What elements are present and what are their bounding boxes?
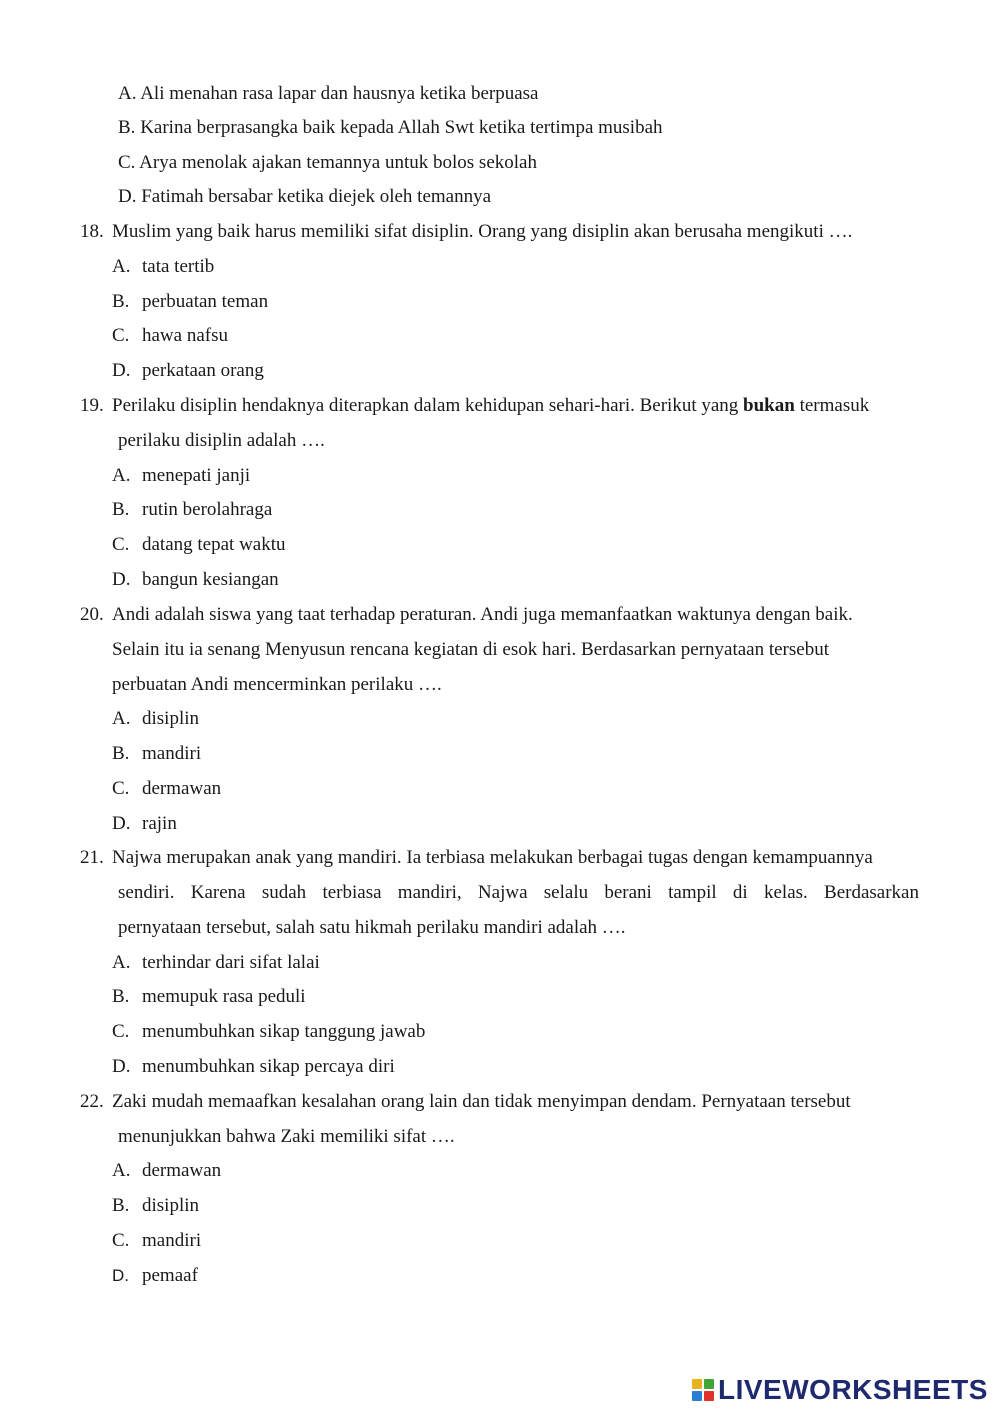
option-letter: C. [112,1021,130,1042]
emphasis-text: bukan [743,395,795,416]
question-text [112,394,869,418]
brand-name: LIVEWORKSHEETS [718,1374,988,1405]
option-letter: D. [112,569,131,590]
q22-option-a[interactable]: dermawan [142,1160,222,1181]
question-text: Najwa merupakan anak yang mandiri. Ia terbiasa melakukan berbagai tugas dengan kemampuannya [112,847,873,868]
option-letter: D. [112,1056,131,1077]
option-letter: A. [112,465,131,486]
q22-option-b[interactable]: disiplin [142,1195,200,1216]
q21-option-b[interactable]: memupuk rasa peduli [142,986,306,1007]
logo-tile [692,1379,702,1389]
q20-option-b[interactable]: mandiri [142,743,202,764]
question-text: Zaki mudah memaafkan kesalahan orang lain dan tidak menyimpan dendam. Pernyataan tersebut [112,1091,851,1112]
option-text: Ali menahan rasa lapar dan hausnya ketika berpuasa [140,83,539,104]
option-letter: D. [112,813,131,834]
q19-option-c[interactable]: datang tepat waktu [142,534,286,555]
question-number: 21. [80,847,104,868]
question-text-continued: menunjukkan bahwa Zaki memiliki sifat …. [118,1126,455,1147]
q18-option-b[interactable]: perbuatan teman [142,291,269,312]
question-text-continued: sendiri. Karena sudah terbiasa mandiri, Najwa selalu berani tampil di kelas. Berdasarkan [118,882,919,903]
q20-option-a[interactable]: disiplin [142,708,200,729]
question-text-continued: perbuatan Andi mencerminkan perilaku …. [112,674,442,695]
option-letter: C. [112,1230,130,1251]
question-text-continued: pernyataan tersebut, salah satu hikmah perilaku mandiri adalah …. [118,917,626,938]
option-text: Karina berprasangka baik kepada Allah Swt ketika tertimpa musibah [140,117,663,138]
logo-tile [692,1391,702,1401]
option-letter: B. [112,499,130,520]
q17-option-b[interactable] [118,116,663,140]
question-text-continued: perilaku disiplin adalah …. [118,430,325,451]
option-letter: A. [112,708,131,729]
q18-option-a[interactable]: tata tertib [142,256,215,277]
option-letter: C. [118,152,136,173]
option-letter: D. [118,186,137,207]
q17-option-c[interactable] [118,151,537,175]
q22-option-d[interactable]: pemaaf [142,1265,198,1286]
q17-option-d[interactable] [118,185,491,209]
q22-option-c[interactable]: mandiri [142,1230,202,1251]
q17-option-a[interactable] [118,82,539,106]
question-number: 19. [80,395,104,416]
q18-option-c[interactable]: hawa nafsu [142,325,228,346]
brand-logo-icon [692,1379,714,1401]
q20-option-c[interactable]: dermawan [142,778,222,799]
question-number: 22. [80,1091,104,1112]
option-letter: B. [118,117,136,138]
q21-option-d[interactable]: menumbuhkan sikap percaya diri [142,1056,395,1077]
q19-option-d[interactable]: bangun kesiangan [142,569,279,590]
question-text: Andi adalah siswa yang taat terhadap peraturan. Andi juga memanfaatkan waktunya dengan baik. [112,604,853,625]
option-text: Arya menolak ajakan temannya untuk bolos sekolah [139,152,537,173]
option-letter: A. [112,256,131,277]
question-text: Muslim yang baik harus memiliki sifat disiplin. Orang yang disiplin akan berusaha mengikuti …. [112,221,853,242]
option-letter: D. [112,360,131,381]
question-text-part: termasuk [794,395,870,416]
logo-tile [704,1379,714,1389]
q19-option-b[interactable]: rutin berolahraga [142,499,273,520]
question-text-part: Perilaku disiplin hendaknya diterapkan dalam kehidupan sehari-hari. Berikut yang [112,395,744,416]
option-letter: B. [112,291,130,312]
q21-option-c[interactable]: menumbuhkan sikap tanggung jawab [142,1021,426,1042]
question-number: 20. [80,604,104,625]
option-letter: D. [112,1266,129,1285]
option-letter: B. [112,1195,130,1216]
q21-option-a[interactable]: terhindar dari sifat lalai [142,952,320,973]
option-letter: C. [112,778,130,799]
q19-option-a[interactable]: menepati janji [142,465,251,486]
q20-option-d[interactable]: rajin [142,813,177,834]
option-text: Fatimah bersabar ketika diejek oleh temannya [141,186,492,207]
option-letter: A. [112,952,131,973]
option-letter: C. [112,325,130,346]
option-letter: A. [112,1160,131,1181]
liveworksheets-logo [692,1374,988,1406]
question-text-continued: Selain itu ia senang Menyusun rencana kegiatan di esok hari. Berdasarkan pernyataan tersebut [112,639,829,660]
question-number: 18. [80,221,104,242]
q18-option-d[interactable]: perkataan orang [142,360,264,381]
option-letter: B. [112,743,130,764]
option-letter: A. [118,83,137,104]
logo-tile [704,1391,714,1401]
option-letter: C. [112,534,130,555]
option-letter: B. [112,986,130,1007]
